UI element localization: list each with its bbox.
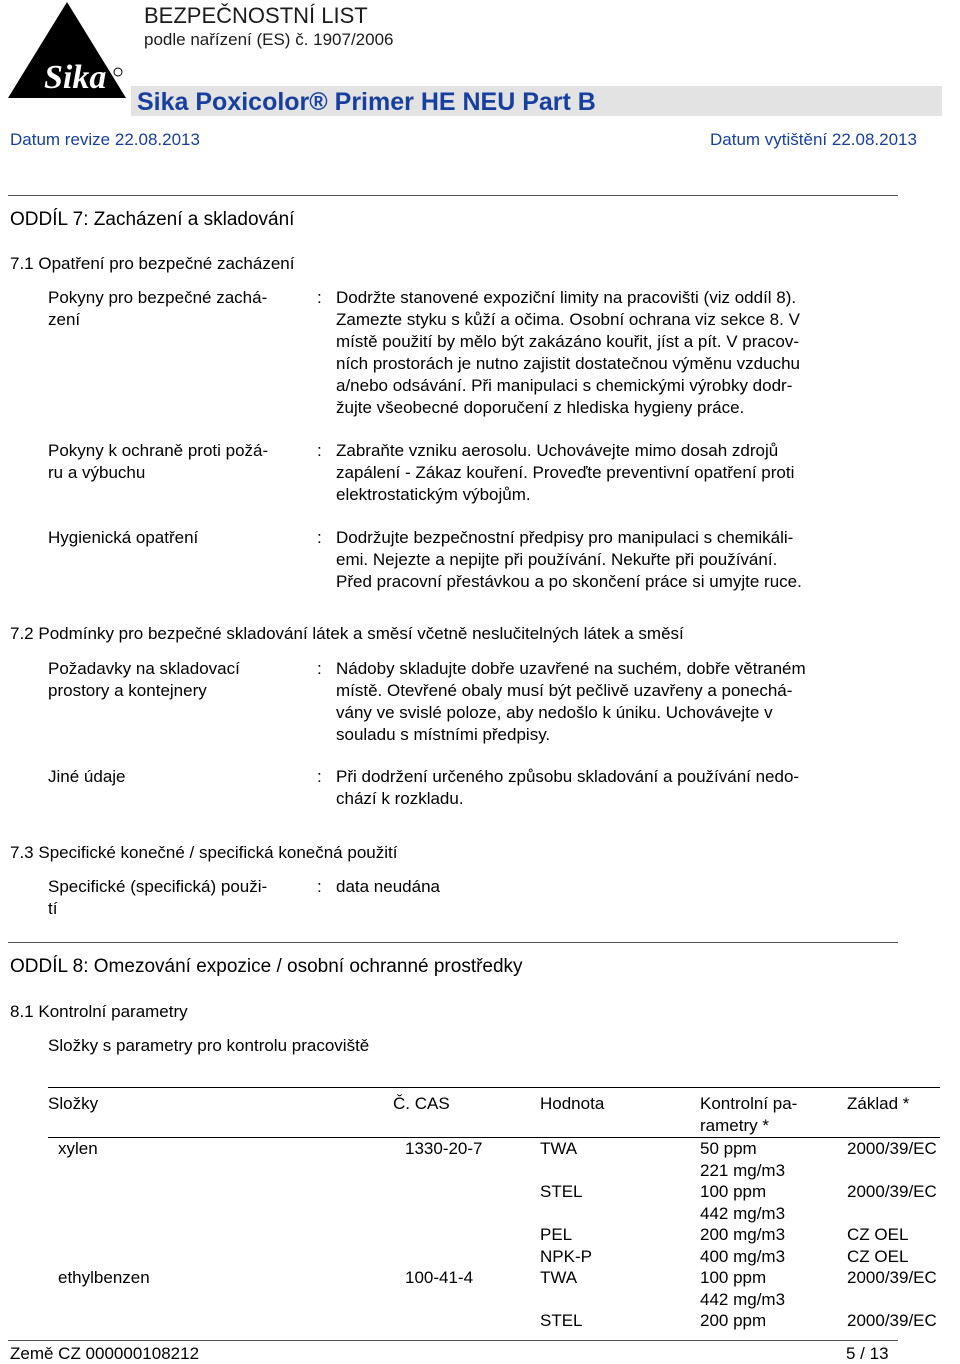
table-cell (393, 1181, 540, 1224)
table-cell: TWA (540, 1139, 578, 1158)
field-label: Specifické (specifická) použi- tí (48, 877, 268, 918)
field-value: Zabraňte vzniku aerosolu. Uchovávejte mimo dosah zdrojů zapálení - Zákaz kouření. Proveďte preventivní opatření proti elektrostatickým výbojům. (336, 441, 795, 504)
header-cell: Složky (48, 1088, 393, 1138)
field-value: Při dodržení určeného způsobu skladování a používání nedo- chází k rozkladu. (336, 767, 800, 808)
table-row (48, 1224, 940, 1246)
field-colon: : (317, 767, 322, 786)
field-value: data neudána (336, 877, 440, 896)
field-label: Pokyny pro bezpečné zachá- zení (48, 288, 268, 329)
subsection-7-2-title: 7.2 Podmínky pro bezpečné skladování látek a směsí včetně neslučitelných látek a směsí (10, 624, 684, 643)
exposure-limits-table (48, 1087, 940, 1332)
table-row (48, 1246, 940, 1268)
field-label: Požadavky na skladovací prostory a kontejnery (48, 659, 240, 700)
field-colon: : (317, 877, 322, 896)
section-divider (8, 195, 898, 196)
doc-type-title: BEZPEČNOSTNÍ LIST (144, 3, 368, 28)
sika-logo (8, 2, 126, 98)
table-cell: PEL (540, 1225, 573, 1244)
revision-date: Datum revize 22.08.2013 (10, 130, 200, 149)
table-cell: 2000/39/EC (847, 1311, 937, 1330)
table-cell: 100 ppm 442 mg/m3 (700, 1182, 786, 1223)
table-cell: 200 ppm (700, 1311, 767, 1330)
footer-country-code: Země CZ 000000108212 (10, 1344, 200, 1363)
table-cell: 400 mg/m3 (700, 1246, 786, 1266)
table-cell (48, 1224, 393, 1246)
table-row (48, 1267, 940, 1310)
table-cell (48, 1310, 393, 1332)
table-cell (48, 1181, 393, 1224)
product-name: Sika Poxicolor® Primer HE NEU Part B (137, 88, 596, 116)
field-colon: : (317, 288, 322, 307)
table-row (48, 1310, 940, 1332)
section-8-title: ODDÍL 8: Omezování expozice / osobní ochranné prostředky (10, 956, 523, 977)
table-cell: 100 ppm 442 mg/m3 (700, 1268, 786, 1309)
table-cell: 200 mg/m3 (700, 1225, 786, 1244)
table-row (48, 1181, 940, 1224)
field-label: Jiné údaje (48, 767, 126, 786)
table-cell (393, 1246, 540, 1268)
field-colon: : (317, 441, 322, 460)
field-value: Dodržte stanovené expoziční limity na pracovišti (viz oddíl 8). Zamezte styku s kůží a očima. Osobní ochrana viz sekce 8. V místě použití by mělo být zakázáno kouřit, jíst a pít. V pracov- ních prostorách je nutno zajistit dostatečnou výměnu vzduchu a/nebo odsávání. Při manipulaci s chemickými výrobky dodr- žujte všeobecné doporučení z hlediska hygieny práce. (336, 288, 800, 417)
logo-lettering: Sika (44, 59, 107, 96)
table-cell (393, 1224, 540, 1246)
table-caption: Složky s parametry pro kontrolu pracoviště (48, 1036, 370, 1055)
footer-divider (8, 1340, 898, 1341)
field-colon: : (317, 528, 322, 547)
table-cell: TWA (540, 1268, 578, 1287)
header-cell: Hodnota (540, 1088, 700, 1138)
print-date: Datum vytištění 22.08.2013 (710, 130, 917, 149)
header-cell: Kontrolní pa- rametry * (700, 1088, 847, 1138)
table-row (48, 1138, 940, 1182)
table-cell: 1330-20-7 (405, 1139, 483, 1158)
table-cell: 2000/39/EC (847, 1268, 937, 1287)
field-colon: : (317, 659, 322, 678)
header-cell: Č. CAS (393, 1088, 540, 1138)
subsection-7-1-title: 7.1 Opatření pro bezpečné zacházení (10, 254, 295, 273)
table-cell: NPK-P (540, 1246, 592, 1266)
table-header-row (48, 1088, 940, 1138)
regulation-text: podle nařízení (ES) č. 1907/2006 (144, 30, 394, 49)
table-cell: CZ OEL (847, 1225, 909, 1244)
header-cell: Základ * (847, 1088, 940, 1138)
subsection-7-3-title: 7.3 Specifické konečné / specifická konečná použití (10, 843, 398, 862)
table-cell: CZ OEL (847, 1246, 909, 1266)
field-value: Nádoby skladujte dobře uzavřené na suchém, dobře větraném místě. Otevřené obaly musí být pečlivě uzavřeny a ponechá- vány ve svislé poloze, aby nedošlo k úniku. Uchovávejte v souladu s místními předpisy. (336, 659, 806, 744)
table-cell: 2000/39/EC (847, 1139, 937, 1158)
page-number: 5 / 13 (846, 1344, 889, 1363)
table-cell: 2000/39/EC (847, 1182, 937, 1201)
subsection-8-1-title: 8.1 Kontrolní parametry (10, 1002, 188, 1021)
section-divider (8, 942, 898, 943)
table-cell: 50 ppm 221 mg/m3 (700, 1139, 786, 1180)
table-cell (393, 1310, 540, 1332)
table-cell: STEL (540, 1182, 583, 1201)
table-cell (48, 1246, 393, 1268)
field-label: Hygienická opatření (48, 528, 199, 547)
table-body (48, 1138, 940, 1332)
section-7-title: ODDÍL 7: Zacházení a skladování (10, 209, 295, 230)
table-cell: ethylbenzen (58, 1268, 150, 1287)
table-cell: STEL (540, 1311, 583, 1330)
field-value: Dodržujte bezpečnostní předpisy pro manipulaci s chemikáli- emi. Nejezte a nepijte při používání. Nekuřte při používání. Před pracovní přestávkou a po skončení práce si umyjte ruce. (336, 528, 802, 591)
table-cell: xylen (58, 1139, 98, 1158)
table-cell: 100-41-4 (405, 1268, 474, 1287)
field-label: Pokyny k ochraně proti požá- ru a výbuchu (48, 441, 269, 482)
